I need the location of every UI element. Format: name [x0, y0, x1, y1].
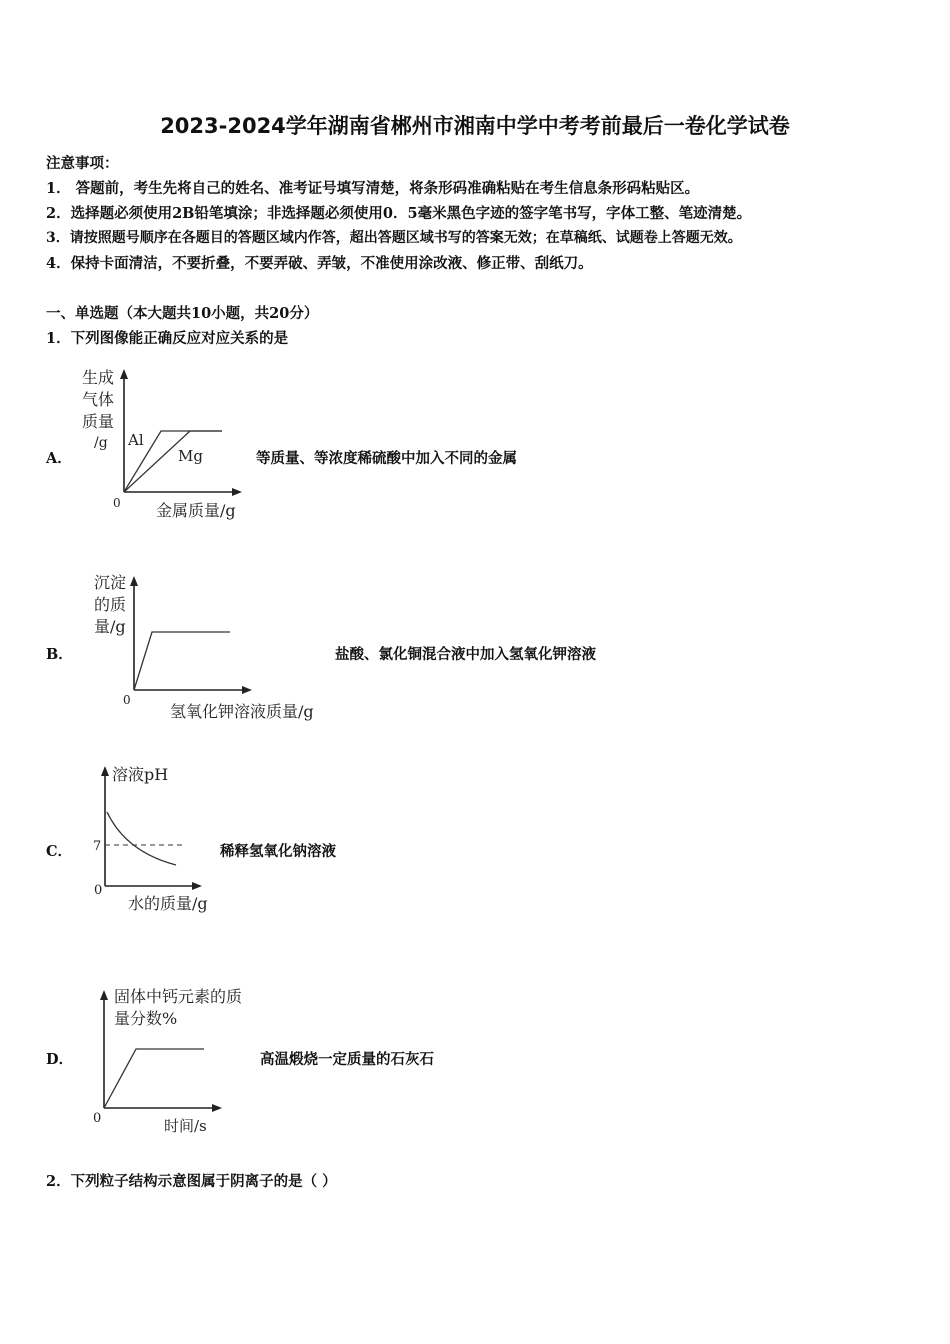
graph-d-ylabel-1: 固体中钙元素的质	[114, 987, 243, 1006]
notice-item-4: 4．保持卡面清洁，不要折叠，不要弄破、弄皱，不准使用涂改液、修正带、刮纸刀。	[46, 255, 593, 272]
graph-b-origin: 0	[123, 693, 131, 707]
option-d-letter: D．	[46, 1051, 74, 1068]
option-d-desc: 高温煅烧一定质量的石灰石	[260, 1051, 434, 1068]
option-c-desc: 稀释氢氧化钠溶液	[220, 843, 336, 860]
option-b-letter: B．	[46, 646, 73, 663]
graph-b-ylabel-1: 沉淀	[94, 573, 127, 592]
graph-b-x-arrow	[242, 686, 252, 694]
graph-c-ytick-7: 7	[93, 839, 102, 854]
notice-item-2: 2．选择题必须使用2B铅笔填涂；非选择题必须使用0．5毫米黑色字迹的签字笔书写，字体工整、笔迹清楚。	[46, 205, 752, 222]
option-b-desc: 盐酸、氯化铜混合液中加入氢氧化钾溶液	[335, 646, 596, 663]
graph-d-ylabel-2: 量分数%	[114, 1009, 178, 1028]
graph-a-origin: 0	[113, 496, 121, 510]
graph-b-line	[134, 632, 230, 690]
graph-c-origin: 0	[94, 883, 103, 898]
graph-d-line	[104, 1049, 204, 1108]
section-heading: 一、单选题（本大题共10小题，共20分）	[46, 305, 319, 322]
option-a-letter: A．	[46, 450, 72, 467]
graph-b-y-arrow	[130, 576, 138, 586]
option-a-desc: 等质量、等浓度稀硫酸中加入不同的金属	[256, 450, 517, 467]
graph-a-ylabel-2: 气体	[82, 390, 115, 409]
graph-d	[88, 982, 268, 1142]
graph-b-ylabel-3: 量/g	[94, 617, 126, 636]
graph-a-x-arrow	[232, 488, 242, 496]
graph-b-ylabel-2: 的质	[94, 595, 127, 614]
graph-c-x-arrow	[192, 882, 202, 890]
graph-a-label-al: Al	[128, 431, 144, 449]
graph-b	[90, 568, 340, 728]
graph-a-xlabel: 金属质量/g	[156, 501, 236, 520]
notice-item-3: 3．请按照题号顺序在各题目的答题区域内作答，超出答题区域书写的答案无效；在草稿纸、试题卷上答题无效。	[46, 230, 742, 246]
page-title: 2023-2024学年湖南省郴州市湘南中学中考考前最后一卷化学试卷	[160, 114, 790, 138]
graph-c-y-arrow	[101, 766, 109, 776]
graph-a-label-mg: Mg	[178, 447, 203, 465]
graph-a-ylabel-4: /g	[94, 435, 108, 451]
graph-a-y-arrow	[120, 369, 128, 379]
graph-d-xlabel: 时间/s	[164, 1117, 207, 1135]
question-1-stem: 1．下列图像能正确反应对应关系的是	[46, 330, 289, 347]
graph-c-ylabel: 溶液pH	[112, 765, 169, 784]
notice-heading: 注意事项：	[46, 155, 119, 172]
graph-c-curve	[107, 812, 176, 865]
graph-d-origin: 0	[93, 1111, 102, 1126]
option-c-letter: C．	[46, 843, 73, 860]
graph-b-xlabel: 氢氧化钾溶液质量/g	[170, 702, 314, 721]
graph-d-x-arrow	[212, 1104, 222, 1112]
graph-c-xlabel: 水的质量/g	[128, 894, 208, 913]
question-2-stem: 2．下列粒子结构示意图属于阴离子的是（ ）	[46, 1173, 337, 1190]
graph-c	[88, 760, 228, 920]
graph-d-y-arrow	[100, 990, 108, 1000]
notice-item-1: 1． 答题前，考生先将自己的姓名、准考证号填写清楚，将条形码准确粘贴在考生信息条形码粘贴区。	[46, 180, 700, 197]
graph-a	[70, 365, 260, 525]
graph-a-ylabel-1: 生成	[82, 368, 115, 387]
graph-a-ylabel-3: 质量	[82, 412, 115, 431]
